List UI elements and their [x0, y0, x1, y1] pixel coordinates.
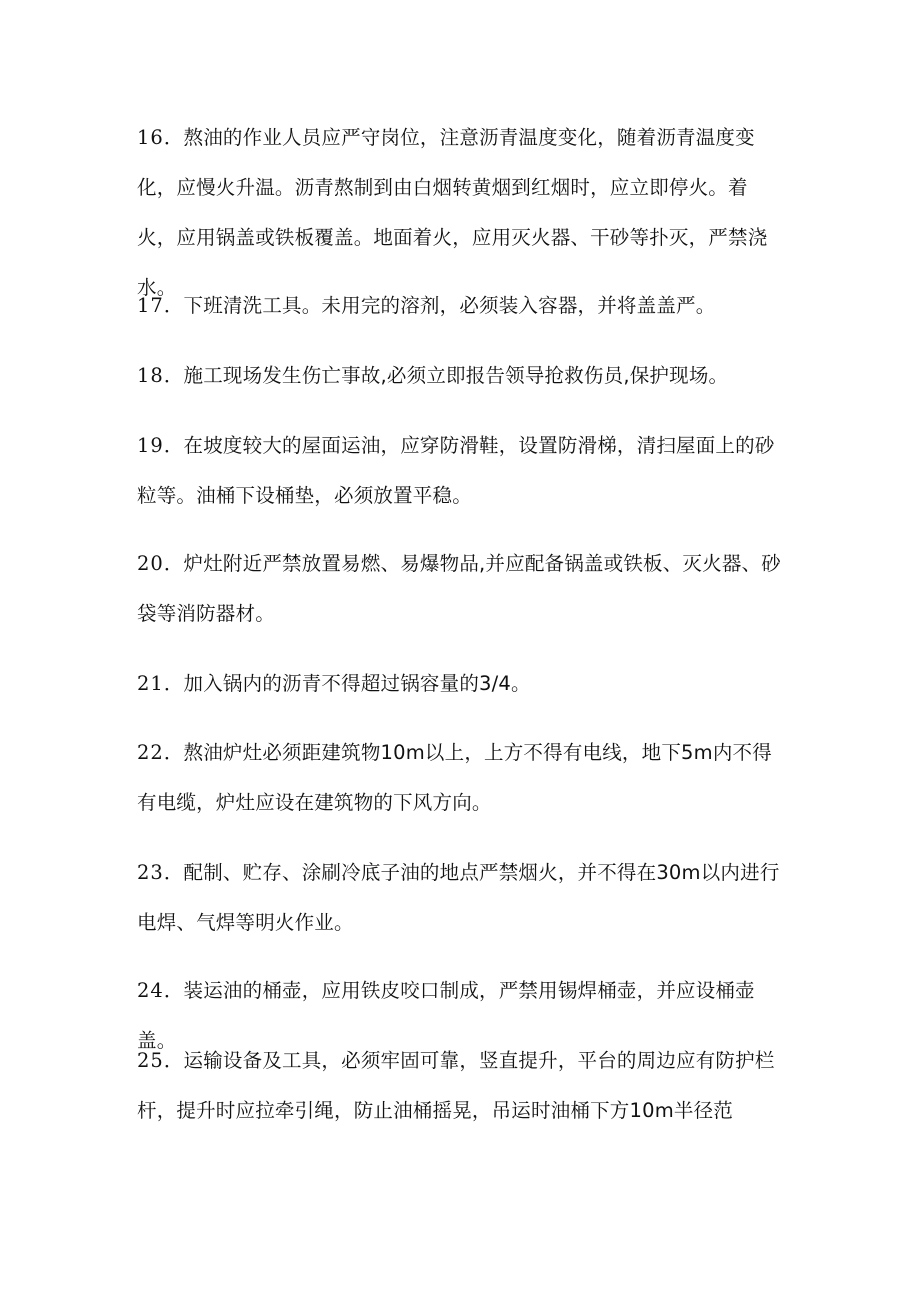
item-number: 18 [137, 364, 164, 387]
list-item [137, 539, 787, 639]
item-text: ．施工现场发生伤亡事故,必须立即报告领导抢救伤员,保护现场。 [163, 364, 729, 387]
item-text: ．下班清洗工具。未用完的溶剂，必须装入容器，并将盖盖严。 [163, 294, 716, 317]
item-text: ．装运油的桶壶，应用铁皮咬口制成，严禁用锡焊桶壶，并应设桶壶盖。 [137, 979, 755, 1052]
item-text: ．熬油的作业人员应严守岗位，注意沥青温度变化，随着沥青温度变化，应慢火升温。沥青熬制到由白烟转黄烟到红烟时，应立即停火。着火，应用锅盖或铁板覆盖。地面着火，应用灭火器、干砂等扑灭，严禁浇水。 [137, 126, 768, 299]
item-number: 21 [137, 672, 164, 695]
item-number: 25 [137, 1049, 164, 1072]
list-item [137, 848, 787, 948]
list-item [137, 728, 787, 828]
item-number: 20 [137, 552, 164, 575]
item-text: ．熬油炉灶必须距建筑物10m以上，上方不得有电线，地下5m内不得有电缆，炉灶应设在建筑物的下风方向。 [137, 741, 772, 814]
item-text: ．在坡度较大的屋面运油，应穿防滑鞋，设置防滑梯，清扫屋面上的砂粒等。油桶下设桶垫，必须放置平稳。 [137, 434, 775, 507]
item-number: 22 [137, 741, 164, 764]
item-number: 24 [137, 979, 164, 1002]
list-item [137, 351, 787, 401]
item-number: 16 [137, 126, 164, 149]
list-item [137, 1036, 787, 1136]
item-text: ．炉灶附近严禁放置易燃、易爆物品,并应配备锅盖或铁板、灭火器、砂袋等消防器材。 [137, 552, 781, 625]
list-item [137, 659, 787, 709]
list-item [137, 281, 787, 331]
item-number: 23 [137, 861, 164, 884]
item-number: 17 [137, 294, 164, 317]
item-number: 19 [137, 434, 164, 457]
item-text: ．加入锅内的沥青不得超过锅容量的3/4。 [163, 672, 531, 695]
item-text: ．配制、贮存、涂刷冷底子油的地点严禁烟火，并不得在30m以内进行电焊、气焊等明火作业。 [137, 861, 780, 934]
list-item [137, 421, 787, 521]
item-text: ．运输设备及工具，必须牢固可靠，竖直提升，平台的周边应有防护栏杆，提升时应拉牵引绳，防止油桶摇晃，吊运时油桶下方10m半径范 [137, 1049, 775, 1122]
